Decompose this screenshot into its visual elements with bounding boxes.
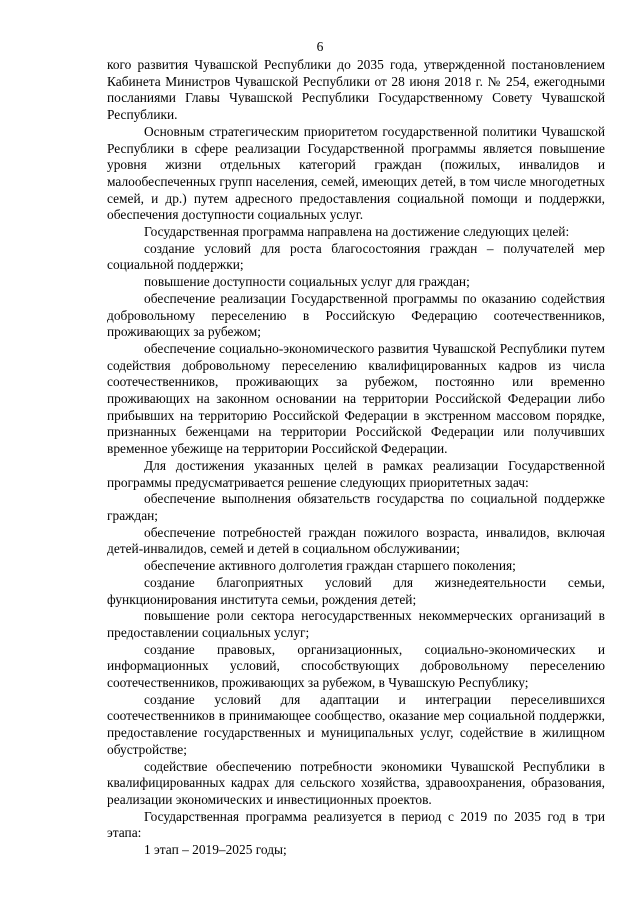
paragraph: создание благоприятных условий для жизнедеятельности семьи, функционирования института семьи, рождения детей; (107, 574, 605, 607)
paragraph: обеспечение потребностей граждан пожилого возраста, инвалидов, включая детей-инвалидов, семей и детей в социальном обслуживании; (107, 524, 605, 557)
paragraph: обеспечение социально-экономического развития Чувашской Республики путем содействия добровольному переселению квалифицированных кадров из числа соотечественников, проживающих за рубежом, постоянно или временно проживающих на законном основании на территории Российской Федерации либо прибывших на территорию Российской Федерации в экстренном массовом порядке, признанных беженцами на территории Российской Федерации или получивших временное убежище на территории Российской Федерации. (107, 340, 605, 457)
paragraph: создание условий для адаптации и интеграции переселившихся соотечественников в принимающее сообщество, оказание мер социальной поддержки, предоставление государственных и муниципальных услуг, содействие в жилищном обустройстве; (107, 691, 605, 757)
paragraph: повышение доступности социальных услуг для граждан; (144, 274, 470, 290)
paragraph: создание условий для роста благосостояния граждан – получателей мер социальной поддержки; (107, 240, 605, 273)
paragraph: обеспечение выполнения обязательств государства по социальной поддержке граждан; (107, 491, 605, 523)
paragraph: создание правовых, организационных, социально-экономических и информационных условий, способствующих добровольному переселению соотечественников, проживающих за рубежом, в Чувашскую Республику; (107, 641, 605, 691)
paragraph: содействие обеспечению потребности экономики Чувашской Республики в квалифицированных кадрах для сельского хозяйства, здравоохранения, образования, реализации экономических и инвестиционных проектов. (107, 758, 605, 807)
document-body (107, 57, 605, 859)
paragraph: Государственная программа реализуется в период с 2019 по 2035 год в три этапа: (107, 808, 605, 841)
paragraph: Для достижения указанных целей в рамках реализации Государственной программы предусматривается решение следующих приоритетных задач: (107, 457, 605, 490)
paragraph: Основным стратегическим приоритетом государственной политики Чувашской Республики в сфере реализации Государственной программы является повышение уровня жизни отдельных категорий граждан (пожилых, инвалидов и малообеспеченных групп населения, семей, имеющих детей, в том числе многодетных семей, и др.) путем адресного предоставления социальной помощи и поддержки, обеспечения доступности социальных услуг. (107, 123, 605, 223)
paragraph: обеспечение реализации Государственной программы по оказанию содействия добровольному переселению в Российскую Федерацию соотечественников, проживающих за рубежом; (107, 290, 605, 340)
paragraph: Государственная программа направлена на достижение следующих целей: (144, 224, 570, 240)
paragraph: обеспечение активного долголетия граждан старшего поколения; (144, 558, 516, 574)
page-number: 6 (316, 39, 324, 54)
paragraph: 1 этап – 2019–2025 годы; (144, 842, 287, 858)
paragraph: повышение роли сектора негосударственных некоммерческих организаций в предоставлении социальных услуг; (107, 608, 605, 640)
paragraph: кого развития Чувашской Республики до 2035 года, утвержденной постановлением Кабинета Министров Чувашской Республики от 28 июня 2018 г. № 254, ежегодными посланиями Главы Чувашской Республики Государственному Совету Чувашской Республики. (107, 57, 605, 123)
